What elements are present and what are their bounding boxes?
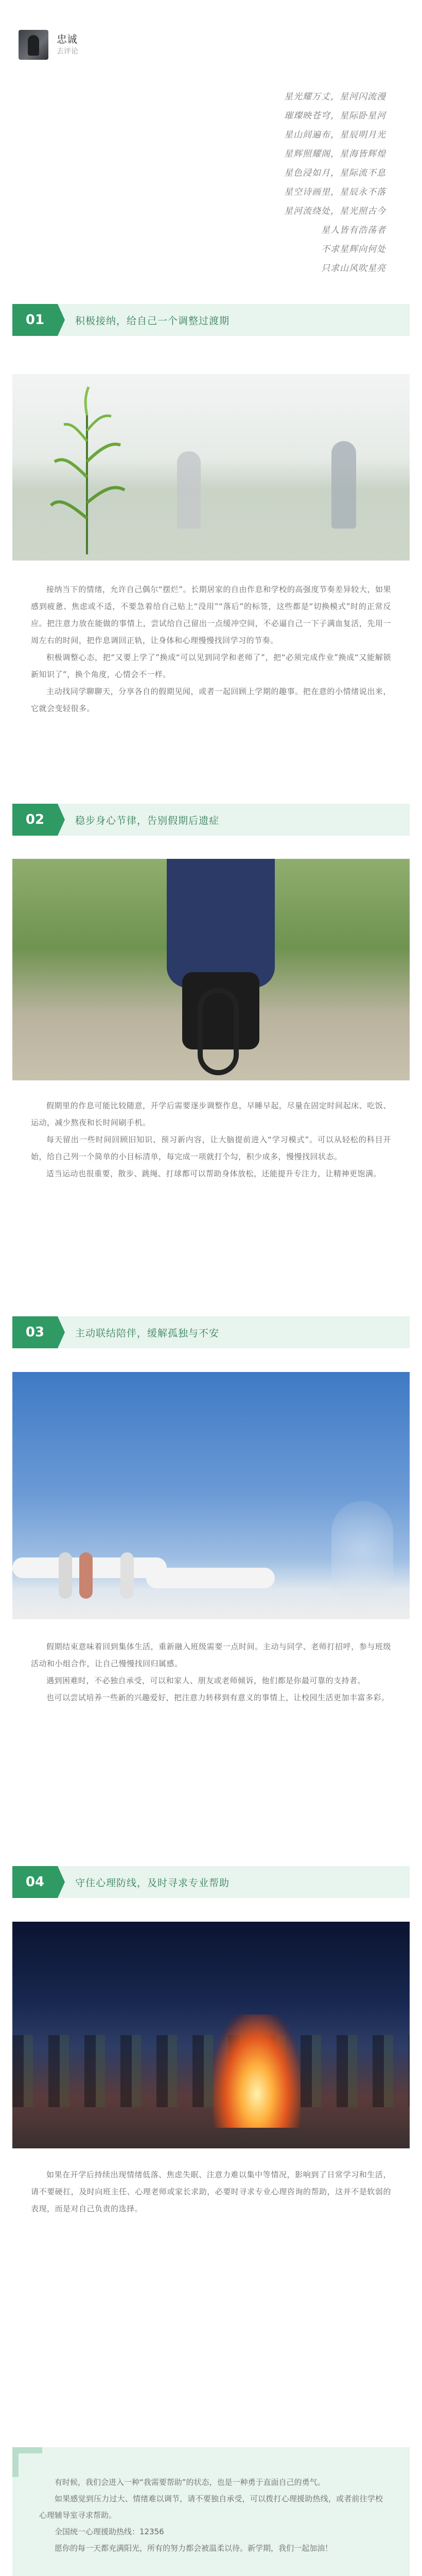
paragraph: 主动找同学聊聊天，分享各自的假期见闻，或者一起回顾上学期的趣事。把在意的小情绪说出来，它就会变轻很多。 (31, 687, 391, 713)
paragraph: 每天留出一些时间回顾旧知识、预习新内容，让大脑提前进入“学习模式”。可以从轻松的科目开始，给自己列一个简单的小目标清单，每完成一项就打个勾，积少成多，慢慢找回状态。 (31, 1135, 391, 1161)
section-number: 03 (12, 1316, 58, 1348)
campfire (213, 2014, 301, 2128)
closing-note (12, 2447, 410, 2576)
poem-line: 星色浸如月，星际流不息 (284, 168, 386, 178)
account-name[interactable]: 忠诚 (57, 33, 77, 45)
child-figure (79, 1552, 93, 1599)
poem-line: 璀璨映苍穹，星际卧星河 (284, 111, 386, 121)
section-body-04 (31, 2166, 391, 2217)
section-body-01 (31, 581, 391, 717)
frosted-tree (331, 1501, 393, 1619)
section-header-02 (12, 804, 410, 836)
paragraph: 积极调整心态，把“又要上学了”换成“可以见到同学和老师了”，把“必须完成作业”换成“又能解锁新知识了”，换个角度，心情会不一样。 (31, 653, 391, 679)
poem-block (232, 88, 386, 278)
blurred-figure (331, 441, 356, 529)
photo-plant-campus (12, 374, 410, 561)
poem-line: 星人皆有浩荡者 (321, 225, 386, 235)
account-header[interactable] (19, 22, 78, 68)
paragraph: 假期结束意味着回到集体生活，重新融入班级需要一点时间。主动与同学、老师打招呼，参与班级活动和小组合作，让自己慢慢找回归属感。 (31, 1642, 391, 1668)
paragraph: 遇到困难时，不必独自承受，可以和家人、朋友或老师倾诉，他们都是你最可靠的支持者。 (46, 1676, 366, 1685)
section-title: 主动联结陪伴，缓解孤独与不安 (75, 1327, 220, 1339)
paragraph: 接纳当下的情绪，允许自己偶尔“摆烂”。长期居家的自由作息和学校的高强度节奏差异较大，如果感到疲惫、焦虑或不适，不要急着给自己贴上“没用”“落后”的标签，这些都是“切换模式”时的正常反应。把注意力放在能做的事情上，尝试给自己留出一点缓冲空间，不必逼自己一下子满血复活，先用一周左右的时间，把作息调回正轨，让身体和心理慢慢找回学习的节奏。 (31, 585, 391, 645)
poem-line: 只求山风吹星亮 (321, 263, 386, 274)
photo-student-bicycle (12, 859, 410, 1080)
section-number: 04 (12, 1866, 58, 1898)
snow-drift (146, 1568, 275, 1588)
avatar[interactable] (19, 30, 48, 60)
section-header-03 (12, 1316, 410, 1348)
hotline: 全国统一心理援助热线：12356 (55, 2527, 164, 2536)
paragraph: 适当运动也很重要，散步、跳绳、打球都可以帮助身体放松，还能提升专注力，让精神更饱满。 (46, 1169, 382, 1178)
section-body-03 (31, 1638, 391, 1706)
account-subtitle[interactable]: 去评论 (57, 47, 78, 56)
child-figure (120, 1552, 134, 1599)
closing-paragraph: 有时候，我们会进入一种“我需要帮助”的状态，也是一种勇于直面自己的勇气。 (55, 2478, 325, 2487)
photo-campfire-night (12, 1922, 410, 2148)
poem-line: 星光耀万丈，星河闪流漫 (284, 92, 386, 102)
closing-paragraph: 如果感觉到压力过大、情绪难以调节，请不要独自承受，可以拨打心理援助热线，或者前往学校心理辅导室寻求帮助。 (39, 2494, 383, 2520)
account-text (57, 32, 78, 57)
paragraph: 也可以尝试培养一些新的兴趣爱好，把注意力转移到有意义的事情上，让校园生活更加丰富多彩。 (46, 1693, 390, 1702)
paragraph: 假期里的作息可能比较随意，开学后需要逐步调整作息，早睡早起，尽量在固定时间起床、吃饭、运动，减少熬夜和长时间刷手机。 (31, 1101, 391, 1127)
crowd-silhouettes (12, 2035, 410, 2107)
section-header-04 (12, 1866, 410, 1898)
poem-line: 星空诗画里，星辰永不落 (284, 187, 386, 197)
section-title: 守住心理防线，及时寻求专业帮助 (75, 1877, 230, 1889)
photo-snow-sky (12, 1372, 410, 1619)
section-body-02 (31, 1097, 391, 1182)
section-number: 02 (12, 804, 58, 836)
section-title: 积极接纳，给自己一个调整过渡期 (75, 315, 230, 327)
closing-paragraph: 愿你的每一天都充满阳光，所有的努力都会被温柔以待。新学期，我们一起加油！ (55, 2544, 333, 2553)
section-title: 稳步身心节律，告别假期后遗症 (75, 815, 220, 826)
rider-figure (167, 859, 275, 988)
blurred-figure (177, 451, 201, 529)
child-figure (59, 1552, 72, 1599)
poem-line: 星山间遍布，星辰明月光 (284, 130, 386, 140)
bicycle-wheel (198, 988, 239, 1075)
poem-line: 不求星辉向何处 (321, 244, 386, 255)
plant-illustration (48, 384, 126, 554)
poem-line: 星河流绕处，星光照古今 (284, 206, 386, 216)
poem-line: 星辉照耀阁，星海皆辉煌 (284, 149, 386, 159)
paragraph: 如果在开学后持续出现情绪低落、焦虑失眠、注意力难以集中等情况，影响到了日常学习和生活，请不要硬扛，及时向班主任、心理老师或家长求助，必要时寻求专业心理咨询的帮助，这并不是软弱的表现，而是对自己负责的选择。 (31, 2170, 391, 2213)
section-header-01 (12, 304, 410, 336)
section-number: 01 (12, 304, 58, 336)
